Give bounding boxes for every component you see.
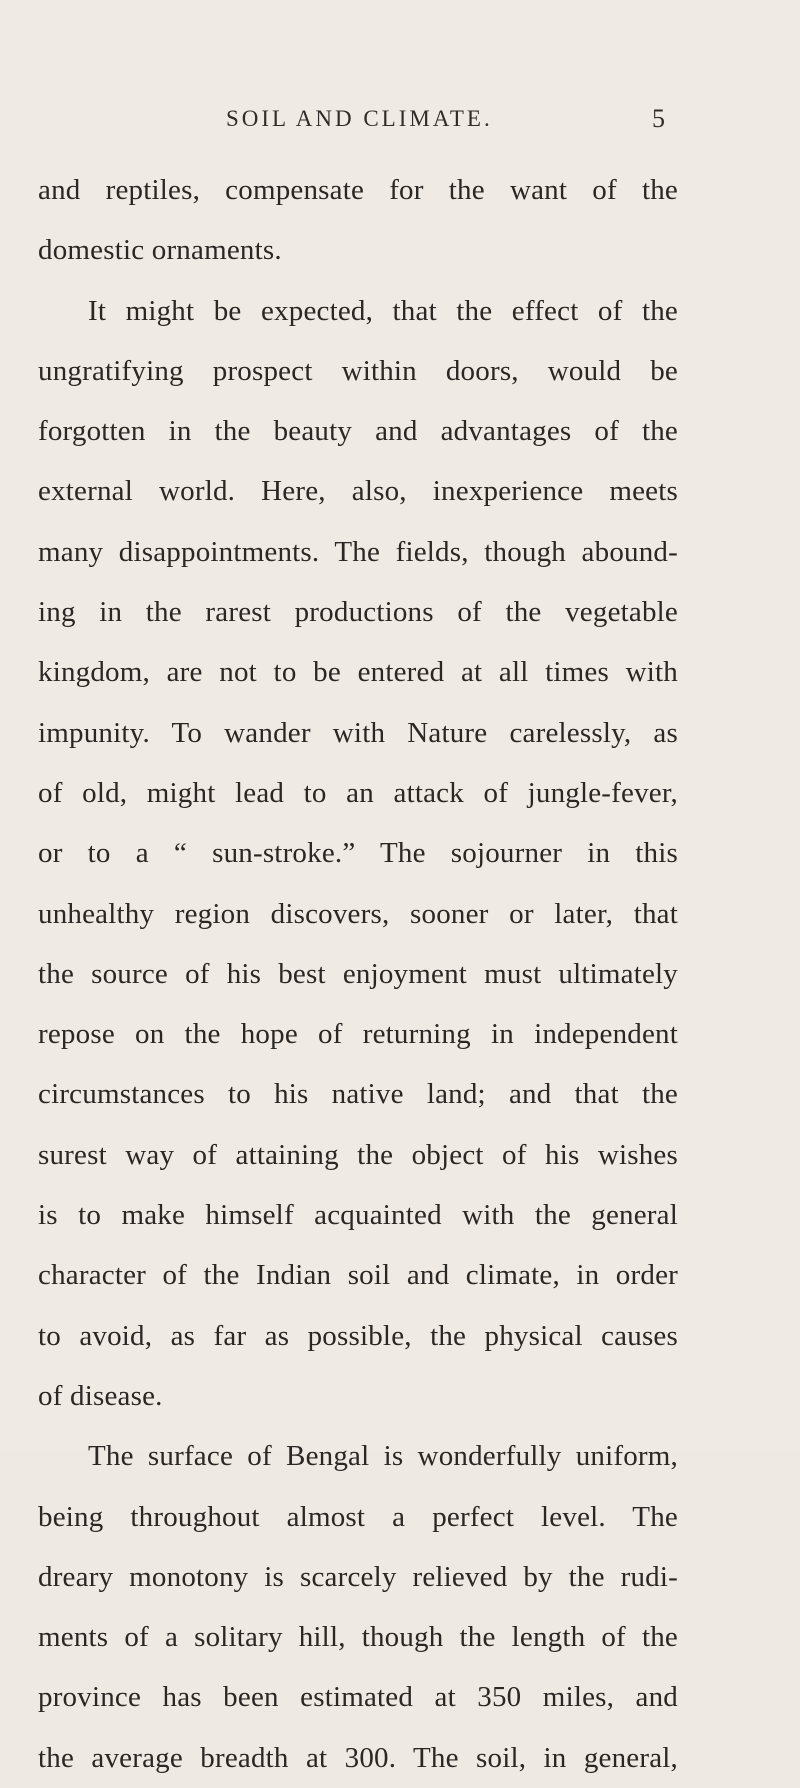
text-line: being throughout almost a perfect level. The xyxy=(38,1500,678,1533)
text-line: and reptiles, compensate for the want of the xyxy=(38,174,678,206)
page-number: 5 xyxy=(652,104,665,133)
text-line: dreary monotony is scarcely relieved by the rudi- xyxy=(38,1560,678,1593)
running-head: SOIL AND CLIMATE. xyxy=(226,106,493,131)
text-line: many disappointments. The fields, though abound- xyxy=(38,535,678,568)
text-line: the source of his best enjoyment must ultimately xyxy=(38,957,678,990)
text-line: ungratifying prospect within doors, would be xyxy=(38,354,678,387)
text-line: repose on the hope of returning in independent xyxy=(38,1018,678,1051)
text-line: external world. Here, also, inexperience meets xyxy=(38,475,678,508)
text-line: kingdom, are not to be entered at all times with xyxy=(38,656,678,689)
text-line: ing in the rarest productions of the vegetable xyxy=(38,596,678,629)
text-line: province has been estimated at 350 miles, and xyxy=(38,1681,678,1714)
text-line: is to make himself acquainted with the general xyxy=(38,1199,678,1232)
body-text xyxy=(38,160,678,1788)
text-line: impunity. To wander with Nature carelessly, as xyxy=(38,716,678,749)
text-line: or to a “ sun-stroke.” The sojourner in this xyxy=(38,837,678,870)
text-line: domestic ornaments. xyxy=(38,234,282,267)
text-line: It might be expected, that the effect of the xyxy=(88,294,678,327)
text-line: surest way of attaining the object of his wishes xyxy=(38,1138,678,1171)
text-line: circumstances to his native land; and that the xyxy=(38,1078,678,1111)
text-line: unhealthy region discovers, sooner or later, that xyxy=(38,897,678,930)
text-line: of old, might lead to an attack of jungle-fever, xyxy=(38,776,678,809)
text-line: character of the Indian soil and climate, in order xyxy=(38,1259,678,1292)
text-line: forgotten in the beauty and advantages of the xyxy=(38,415,678,448)
text-line: the average breadth at 300. The soil, in general, xyxy=(38,1741,678,1774)
text-line: of disease. xyxy=(38,1379,163,1412)
text-line: ments of a solitary hill, though the length of the xyxy=(38,1621,678,1654)
page-header xyxy=(0,106,800,146)
text-line: The surface of Bengal is wonderfully uniform, xyxy=(88,1440,678,1473)
text-line: to avoid, as far as possible, the physical causes xyxy=(38,1319,678,1352)
